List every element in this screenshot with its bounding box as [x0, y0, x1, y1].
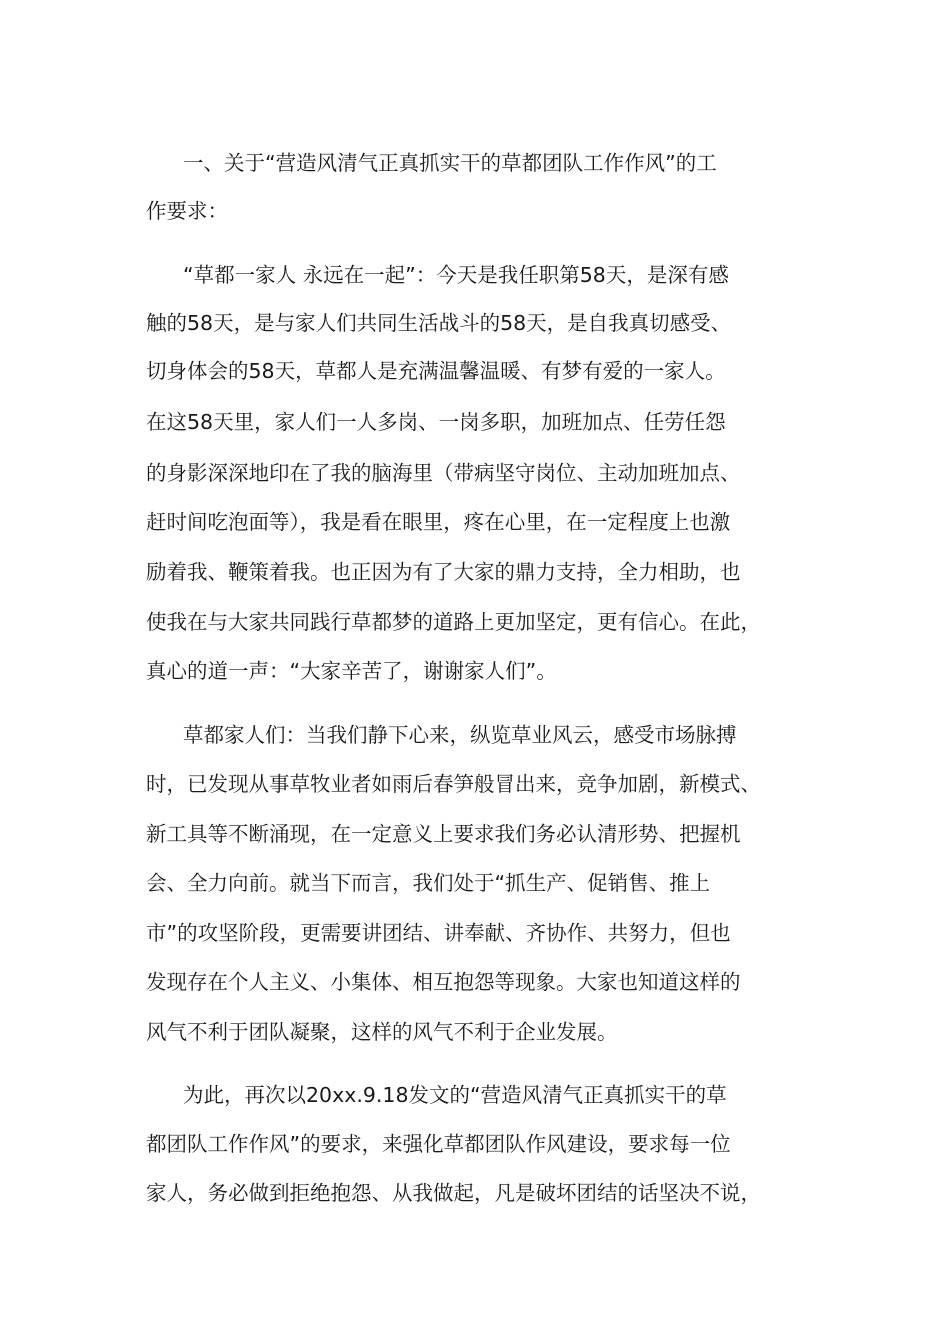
paragraph-2-line-1: “草都一家人 永远在一起”：今天是我任职第58天，是深有感 [183, 263, 729, 287]
paragraph-1-line-2: 作要求： [146, 199, 228, 223]
paragraph-2-line-2: 触的58天，是与家人们共同生活战斗的58天，是自我真切感受、 [146, 311, 732, 335]
paragraph-2-line-6: 赶时间吃泡面等），我是看在眼里，疼在心里，在一定程度上也激 [146, 510, 731, 534]
paragraph-3-line-3: 新工具等不断涌现，在一定意义上要求我们务必认清形势、把握机 [146, 822, 741, 846]
paragraph-2-line-9: 真心的道一声：“大家辛苦了，谢谢家人们”。 [146, 659, 557, 683]
paragraph-3-line-1: 草都家人们：当我们静下心来，纵览草业风云，感受市场脉搏 [183, 723, 737, 747]
paragraph-2-line-4: 在这58天里，家人们一人多岗、一岗多职，加班加点、任劳任怨 [146, 410, 726, 434]
paragraph-3-line-2: 时，已发现从事草牧业者如雨后春笋般冒出来，竞争加剧，新模式、 [146, 772, 761, 796]
paragraph-4-line-2: 都团队工作作风”的要求，来强化草都团队作风建设，要求每一位 [146, 1132, 731, 1156]
paragraph-3-line-4: 会、全力向前。就当下而言，我们处于“抓生产、促销售、推上 [146, 871, 711, 895]
paragraph-3-line-6: 发现存在个人主义、小集体、相互抱怨等现象。大家也知道这样的 [146, 970, 741, 994]
paragraph-2-line-3: 切身体会的58天，草都人是充满温馨温暖、有梦有爱的一家人。 [146, 359, 726, 383]
paragraph-2-line-7: 励着我、鞭策着我。也正因为有了大家的鼎力支持，全力相助，也 [146, 560, 741, 584]
paragraph-2-line-8: 使我在与大家共同践行草都梦的道路上更加坚定，更有信心。在此， [146, 610, 761, 634]
paragraph-3-line-5: 市”的攻坚阶段，更需要讲团结、讲奉献、齐协作、共努力，但也 [146, 921, 731, 945]
paragraph-3-line-7: 风气不利于团队凝聚，这样的风气不利于企业发展。 [146, 1020, 618, 1044]
paragraph-4-line-3: 家人，务必做到拒绝抱怨、从我做起，凡是破坏团结的话坚决不说， [146, 1181, 761, 1205]
paragraph-1-line-1: 一、关于“营造风清气正真抓实干的草都团队工作作风”的工 [183, 151, 717, 175]
paragraph-2-line-5: 的身影深深地印在了我的脑海里（带病坚守岗位、主动加班加点、 [146, 461, 741, 485]
paragraph-4-line-1: 为此，再次以20xx.9.18发文的“营造风清气正真抓实干的草 [183, 1083, 727, 1107]
